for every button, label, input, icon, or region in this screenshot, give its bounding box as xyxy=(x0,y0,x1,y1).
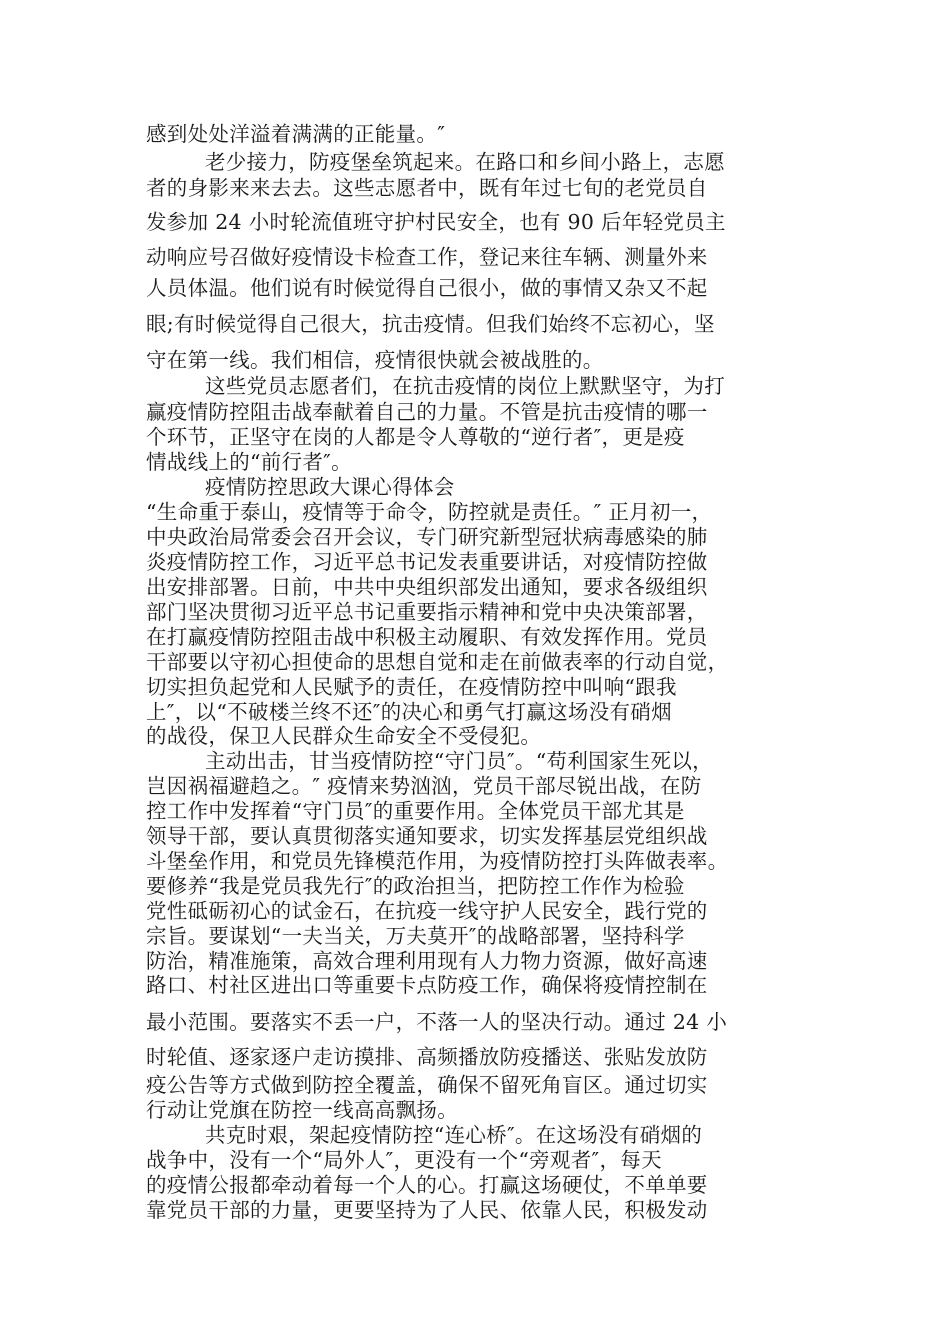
text-line: 疫公告等方式做到防控全覆盖，确保不留死角盲区。通过切实 xyxy=(146,1073,708,1097)
text-line: 情战线上的“前行者″。 xyxy=(146,450,352,474)
text-line: 靠党员干部的力量，更要坚持为了人民、依靠人民，积极发动 xyxy=(146,1198,708,1222)
text-line: 的战役，保卫人民群众生命安全不受侵犯。 xyxy=(146,724,542,748)
text-line: 动响应号召做好疫情设卡检查工作，登记来往车辆、测量外来 xyxy=(146,245,708,269)
text-line: 共克时艰，架起疫情防控“连心桥″。在这场没有硝烟的 xyxy=(205,1123,703,1147)
text-line: 领导干部，要认真贯彻落实通知要求，切实发挥基层党组织战 xyxy=(146,824,708,848)
text-line: 这些党员志愿者们，在抗击疫情的岗位上默默坚守，为打 xyxy=(205,374,725,398)
text-line: 赢疫情防控阻击战奉献着自己的力量。不管是抗击疫情的哪一 xyxy=(146,400,708,424)
text-line: 眼;有时候觉得自己很大，抗击疫情。但我们始终不忘初心，坚 xyxy=(146,312,715,336)
text-line: 出安排部署。日前，中共中央组织部发出通知，要求各级组织 xyxy=(146,575,708,599)
section-heading: 疫情防控思政大课心得体会 xyxy=(205,475,455,499)
text-line: 宗旨。要谋划“一夫当关，万夫莫开″的战略部署，坚持科学 xyxy=(146,924,685,948)
text-line: 干部要以守初心担使命的思想自觉和走在前做表率的行动自觉， xyxy=(146,650,729,674)
text-line: 党性砥砺初心的试金石，在抗疫一线守护人民安全，践行党的 xyxy=(146,899,708,923)
text-line: 战争中，没有一个“局外人″，更没有一个“旁观者″，每天 xyxy=(146,1148,662,1172)
text-line: 岂因祸福避趋之。″ 疫情来势汹汹，党员干部尽锐出战，在防 xyxy=(146,774,702,798)
text-line: 斗堡垒作用，和党员先锋模范作用，为疫情防控打头阵做表率。 xyxy=(146,849,729,873)
text-line: 控工作中发挥着“守门员″的重要作用。全体党员干部尤其是 xyxy=(146,799,685,823)
text-line: 发参加 24 小时轮流值班守护村民安全，也有 90 后年轻党员主 xyxy=(146,210,726,234)
text-line: 切实担负起党和人民赋予的责任，在疫情防控中叫响“跟我 xyxy=(146,675,677,699)
text-line: 主动出击，甘当疫情防控“守门员″。“苟利国家生死以， xyxy=(205,749,713,773)
text-line: 最小范围。要落实不丢一户，不落一人的坚决行动。通过 24 小 xyxy=(146,1010,728,1034)
text-line: 要修养“我是党员我先行″的政治担当，把防控工作作为检验 xyxy=(146,874,685,898)
text-line: 者的身影来来去去。这些志愿者中，既有年过七旬的老党员自 xyxy=(146,176,708,200)
text-line: 炎疫情防控工作，习近平总书记发表重要讲话，对疫情防控做 xyxy=(146,550,708,574)
text-line: 路口、村社区进出口等重要卡点防疫工作，确保将疫情控制在 xyxy=(146,973,708,997)
text-line: 在打赢疫情防控阻击战中积极主动履职、有效发挥作用。党员 xyxy=(146,625,708,649)
text-line: 部门坚决贯彻习近平总书记重要指示精神和党中央决策部署， xyxy=(146,600,708,624)
text-line: 的疫情公报都牵动着每一个人的心。打赢这场硬仗，不单单要 xyxy=(146,1173,708,1197)
text-line: 人员体温。他们说有时候觉得自己很小，做的事情又杂又不起 xyxy=(146,276,708,300)
text-line: 守在第一线。我们相信，疫情很快就会被战胜的。 xyxy=(146,348,604,372)
text-line: 个环节，正坚守在岗的人都是令人尊敬的“逆行者″，更是疫 xyxy=(146,425,685,449)
text-line: 上″，以“不破楼兰终不还″的决心和勇气打赢这场没有硝烟 xyxy=(146,700,672,724)
text-line: 行动让党旗在防控一线高高飘扬。 xyxy=(146,1098,458,1122)
text-line: 中央政治局常委会召开会议，专门研究新型冠状病毒感染的肺 xyxy=(146,525,708,549)
text-line: 防治，精准施策，高效合理利用现有人力物力资源，做好高速 xyxy=(146,949,708,973)
text-line: 时轮值、逐家逐户走访摸排、高频播放防疫播送、张贴发放防 xyxy=(146,1045,708,1069)
text-line: 感到处处洋溢着满满的正能量。″ xyxy=(146,122,446,146)
text-line: 老少接力，防疫堡垒筑起来。在路口和乡间小路上，志愿 xyxy=(205,150,725,174)
text-line: “生命重于泰山，疫情等于命令，防控就是责任。″ 正月初一， xyxy=(146,500,713,524)
